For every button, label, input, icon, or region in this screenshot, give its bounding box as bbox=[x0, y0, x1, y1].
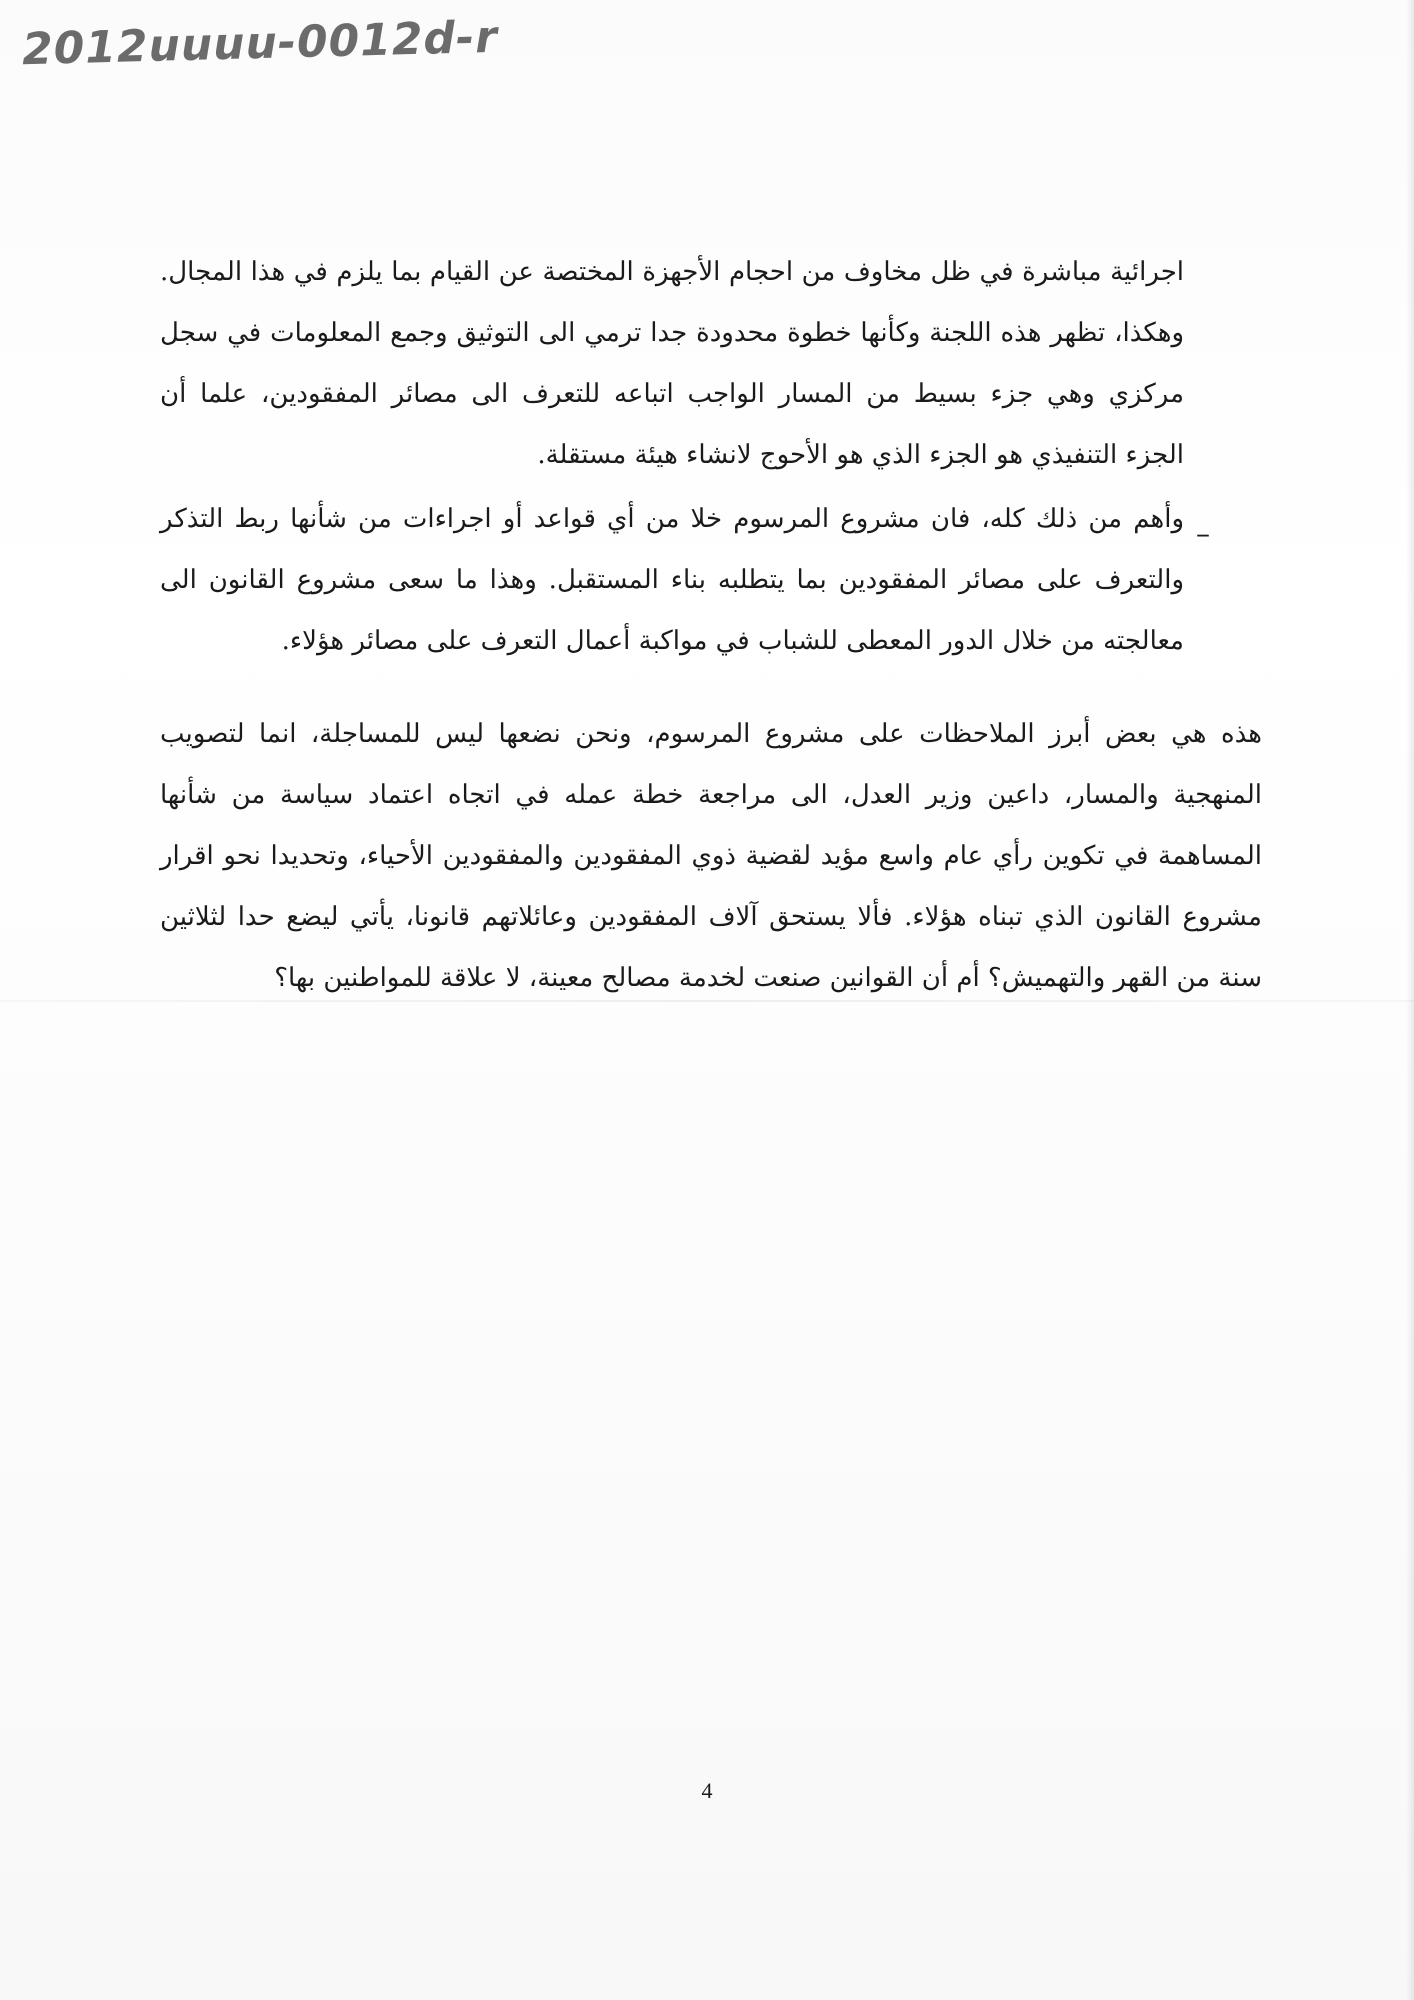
text-line: المساهمة في تكوين رأي عام واسع مؤيد لقضية ذوي المفقودين والمفقودين الأحياء، وتحديدا نحو اقرار bbox=[160, 841, 1262, 871]
handwritten-reference-number: 2012uuuu-0012d-r bbox=[21, 11, 499, 76]
text-line: وهكذا، تظهر هذه اللجنة وكأنها خطوة محدودة جدا ترمي الى التوثيق وجمع المعلومات في سجل bbox=[160, 318, 1185, 348]
text-line: مركزي وهي جزء بسيط من المسار الواجب اتباعه للتعرف الى مصائر المفقودين، علما أن bbox=[160, 379, 1184, 409]
text-line: وأهم من ذلك كله، فان مشروع المرسوم خلا من أي قواعد أو اجراءات من شأنها ربط التذكر bbox=[160, 504, 1184, 534]
page-number: 4 bbox=[701, 1778, 713, 1803]
text-line: سنة من القهر والتهميش؟ أم أن القوانين صنعت لخدمة مصالح معينة، لا علاقة للمواطنين بها؟ bbox=[274, 963, 1262, 993]
text-line: والتعرف على مصائر المفقودين بما يتطلبه بناء المستقبل. وهذا ما سعى مشروع القانون الى bbox=[160, 565, 1184, 595]
text-line: المنهجية والمسار، داعين وزير العدل، الى مراجعة خطة عمله في اتجاه اعتماد سياسة من شأنها bbox=[160, 780, 1262, 810]
paragraph-bullet-point bbox=[160, 489, 1184, 672]
text-line: معالجته من خلال الدور المعطى للشباب في مواكبة أعمال التعرف على مصائر هؤلاء. bbox=[281, 626, 1184, 656]
paragraph-committee-critique bbox=[160, 242, 1184, 486]
page-edge-shadow bbox=[1406, 0, 1414, 2000]
bullet-dash: – bbox=[1196, 517, 1210, 550]
text-line: مشروع القانون الذي تبناه هؤلاء. فألا يستحق آلاف المفقودين وعائلاتهم قانونا، يأتي ليضع حدا لثلاثين bbox=[160, 902, 1262, 932]
text-line: هذه هي بعض أبرز الملاحظات على مشروع المرسوم، ونحن نضعها ليس للمساجلة، انما لتصويب bbox=[160, 719, 1262, 749]
text-line: الجزء التنفيذي هو الجزء الذي هو الأحوج لانشاء هيئة مستقلة. bbox=[537, 440, 1184, 470]
paragraph-conclusion bbox=[160, 704, 1262, 1009]
text-line: اجرائية مباشرة في ظل مخاوف من احجام الأجهزة المختصة عن القيام بما يلزم في هذا المجال. bbox=[160, 257, 1184, 287]
